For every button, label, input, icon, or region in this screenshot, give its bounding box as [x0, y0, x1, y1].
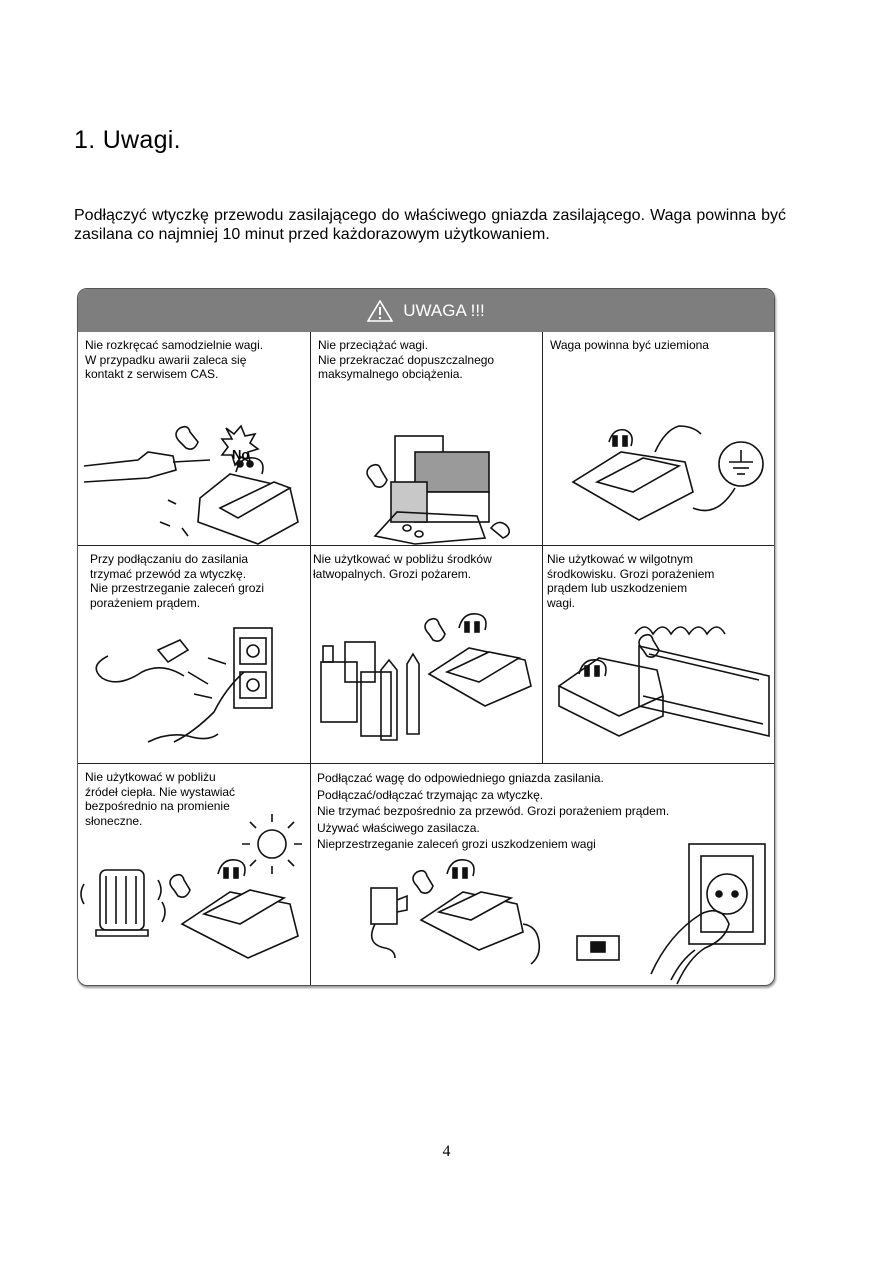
warning-cell-text: Waga powinna być uziemiona [550, 338, 709, 352]
warning-cell-overload [311, 332, 543, 546]
warning-cell-text: Przy podłączaniu do zasilania trzymać przewód za wtyczkę. Nie przestrzeganie zaleceń grozi porażeniem prądem. [90, 552, 265, 610]
warning-cell-disassembly [78, 332, 311, 546]
section-heading: 1. Uwagi. [74, 126, 181, 154]
warning-cell-heat [78, 764, 311, 985]
grounding-illustration [543, 332, 774, 546]
warning-panel-title: UWAGA !!! [403, 300, 485, 320]
page-number: 4 [442, 1143, 451, 1160]
warning-cell-plug [78, 546, 311, 764]
warning-panel [77, 288, 775, 986]
no-badge-text: No [232, 447, 250, 462]
plug-illustration [78, 546, 311, 764]
warning-cell-grounding [543, 332, 774, 546]
warning-cell-text: Nie użytkować w wilgotnym środkowisku. Grozi porażeniem prądem lub uszkodzeniem wagi. [547, 552, 715, 610]
warning-cell-power [311, 764, 774, 985]
warning-cell-text: Podłączać wagę do odpowiedniego gniazda zasilania. Podłączać/odłączać trzymając za wtyczkę. Nie trzymać bezpośrednio za przewód. Grozi porażeniem prądem. Używać właściwego zasilacza. Nieprzestrzeganie zaleceń grozi uszkodzeniem wagi [317, 771, 670, 851]
warning-triangle-icon [367, 300, 393, 322]
power-illustration [311, 764, 774, 985]
heat-illustration [78, 764, 311, 985]
warning-panel-header [78, 289, 774, 332]
overload-illustration [311, 332, 543, 546]
warning-cell-flammable [311, 546, 543, 764]
flammable-illustration [311, 546, 543, 764]
warning-cell-text: Nie rozkręcać samodzielnie wagi. W przypadku awarii zaleca się kontakt z serwisem CAS. [85, 338, 264, 381]
disassembly-illustration [78, 332, 311, 546]
warning-cell-text: Nie użytkować w pobliżu środków łatwopalnych. Grozi pożarem. [313, 552, 492, 581]
warning-cell-text: Nie użytkować w pobliżu źródeł ciepła. Nie wystawiać bezpośrednio na promienie słoneczne. [85, 770, 236, 828]
warning-cell-humidity [543, 546, 774, 764]
humidity-illustration [543, 546, 774, 764]
warning-cell-text: Nie przeciążać wagi. Nie przekraczać dopuszczalnego maksymalnego obciążenia. [318, 338, 495, 381]
intro-paragraph: Podłączyć wtyczkę przewodu zasilającego do właściwego gniazda zasilającego. Waga powinna być zasilana co najmniej 10 minut przed każdorazowym użytkowaniem. [74, 207, 786, 243]
